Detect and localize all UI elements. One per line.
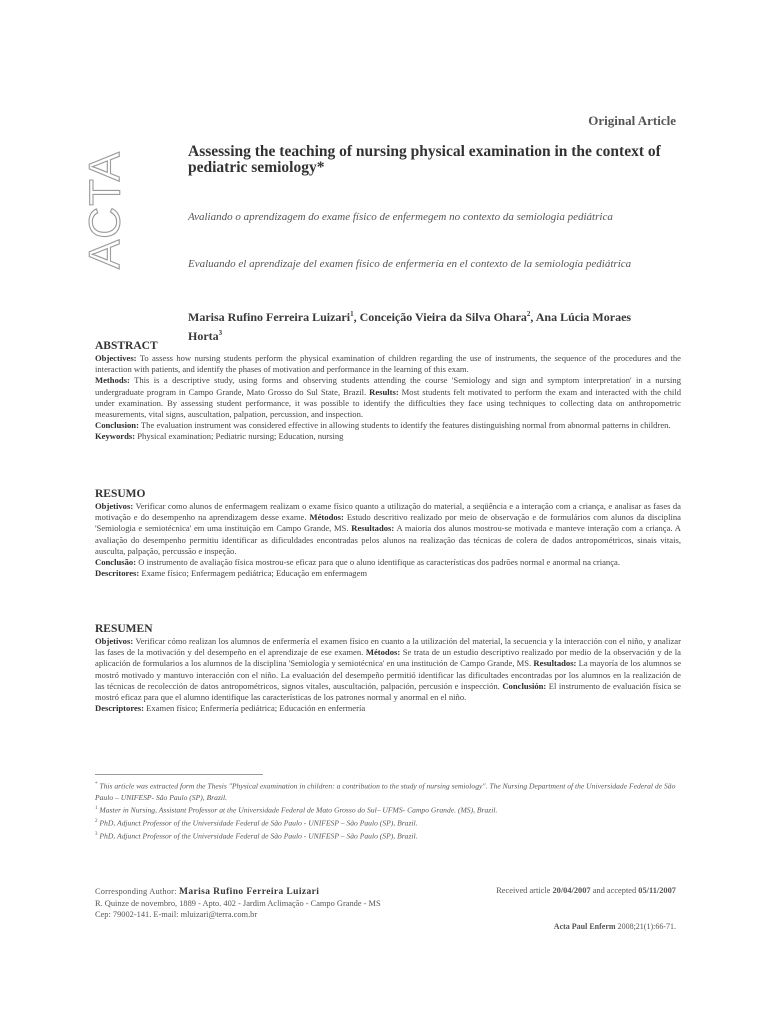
footnote: * This article was extracted form the Thesis "Physical examination in children: a contribution to the study of nursing semiology". The Nursing Department of the Universidade Federal de São Paulo – UNIFESP- São Paulo (SP), Brazil.	[95, 781, 676, 802]
corresponding-address: R. Quinze de novembro, 1889 - Apto. 402 - Jardim Aclimação - Campo Grande - MS	[95, 899, 381, 908]
section-heading: RESUMEN	[95, 623, 153, 635]
article-type: Original Article	[588, 113, 676, 128]
section-heading: ABSTRACT	[95, 340, 158, 352]
abstract-section	[95, 340, 681, 443]
resumo-section	[95, 488, 681, 579]
footnote-divider	[95, 774, 263, 775]
received-accepted: Received article 20/04/2007 and accepted 05/11/2007	[496, 886, 676, 895]
subtitle-portuguese: Avaliando o aprendizagem do exame físico de enfermegem no contexto da semiologia pediátrica	[188, 211, 613, 223]
corresponding-label: Corresponding Author:	[95, 887, 179, 896]
resumo-body: Objetivos: Verificar como alunos de enfermagem realizam o exame físico quanto a utilização do material, a seqüência e a interação com a criança, e analisar as fases da motivação e do desempenho na aprendizagem desse exame. Métodos: Estudo descritivo realizado por meio de observação e de formulários com alunos da disciplina 'Semiologia e semiotécnica' em uma instituição em Campo Grande, MS. Resultados: A maioria dos alunos mostrou-se motivada e manteve interação com a criança. A avaliação do desempenho permitiu identificar as dificuldades encontradas pelos alunos na realização das técnicas de colera de dados antropométricos, sinais vitais, ausculta, palpação, percussão e inspeção. Conclusão: O instrumento de avaliação física mostrou-se eficaz para que o aluno identifique as características dos padrões normal e anormal na criança. Descritores: Exame físico; Enfermagem pediátrica; Educação em enfermagem	[95, 501, 682, 579]
corresponding-name: Marisa Rufino Ferreira Luizari	[178, 887, 320, 897]
author: Marisa Rufino Ferreira Luizari$^1$,	[188, 310, 360, 324]
footnotes	[95, 779, 683, 842]
section-heading: RESUMO	[95, 488, 146, 500]
subtitle-spanish: Evaluando el aprendizaje del examen físico de enfermería en el contexto de la semiología pediátrica	[188, 258, 632, 270]
abstract-body: Objectives: To assess how nursing students perform the physical examination of children regarding the use of instruments, the sequence of the procedures and the interaction with patients, and identify the phases of motivation and performance in the learning of this exam. Methods: This is a descriptive study, using forms and observing students attending the course 'Semiology and sign and symptom interpretation' in a nursing undergraduate program in Campo Grande, Mato Grosso do Sul State, Brazil. Results: Most students felt motivated to perform the exam and interacted with the child under examination. By assessing student performance, it was possible to identify the difficulties they face using techniques to collecting data on anthropometric measurements, vital signs, auscultation, palpation, percussion, and inspection. Conclusion: The evaluation instrument was considered effective in allowing students to identify the features distinguishing normal from abnormal patterns in children. Keywords: Physical examination; Pediatric nursing; Education, nursing	[95, 353, 681, 442]
footnote: $^1$ Master in Nursing, Assistant Professor at the Universidade Federal de Mato Grosso do Sul– UFMS- Campo Grande. (MS), Brazil.	[95, 805, 498, 815]
authors	[188, 306, 668, 344]
footnote: $^2$ PhD, Adjunct Professor of the Universidade Federal de São Paulo - UNIFESP – São Paulo (SP), Brazil.	[95, 818, 418, 828]
author: Conceição Vieira da Silva Ohara$^2$,	[359, 310, 536, 324]
corresponding-author	[95, 886, 475, 920]
journal-citation: Acta Paul Enferm 2008;21(1):66-71.	[553, 922, 676, 931]
resumen-body: Objetivos: Verificar cómo realizan los alumnos de enfermería el examen físico en cuanto a la utilización del material, la secuencia y la interacción con el niño, y analizar las fases de la motivación y del desempeño en el aprendizaje de ese examen. Métodos: Se trata de un estudio descriptivo realizado por medio de la observación y de la aplicación de formularios a los alumnos de la disciplina 'Semiología y semiotécnica' en una institución de Campo Grande, MS. Resultados: La mayoría de los alumnos se mostró motivado y mantuvo interacción con el niño. La evaluación del desempeño permitió identificar las dificultades encontradas por los alumnos en la realización de las técnicas de recolección de datos antropométricos, signos vitales, auscultación, palpación, percusión e inspección. Conclusión: El instrumento de evaluación física se mostró eficaz para que el alumno identifique las características de los patrones normal y anormal en el niño. Descriptores: Examen físico; Enfermería pediátrica; Educación en enfermería	[95, 636, 682, 714]
resumen-section	[95, 623, 681, 714]
svg-text:ACTA: ACTA	[80, 150, 130, 270]
corresponding-email: Cep: 79002-141. E-mail: mluizari@terra.com.br	[95, 910, 258, 919]
footnote: $^3$ PhD, Adjunct Professor of the Universidade Federal de São Paulo - UNIFESP – São Paulo (SP), Brazil.	[95, 831, 418, 841]
article-title: Assessing the teaching of nursing physical examination in the context of pediatric semiology*	[188, 143, 661, 176]
author: Ana Lúcia Moraes Horta$^3$	[188, 310, 632, 343]
journal-logo	[80, 142, 130, 278]
